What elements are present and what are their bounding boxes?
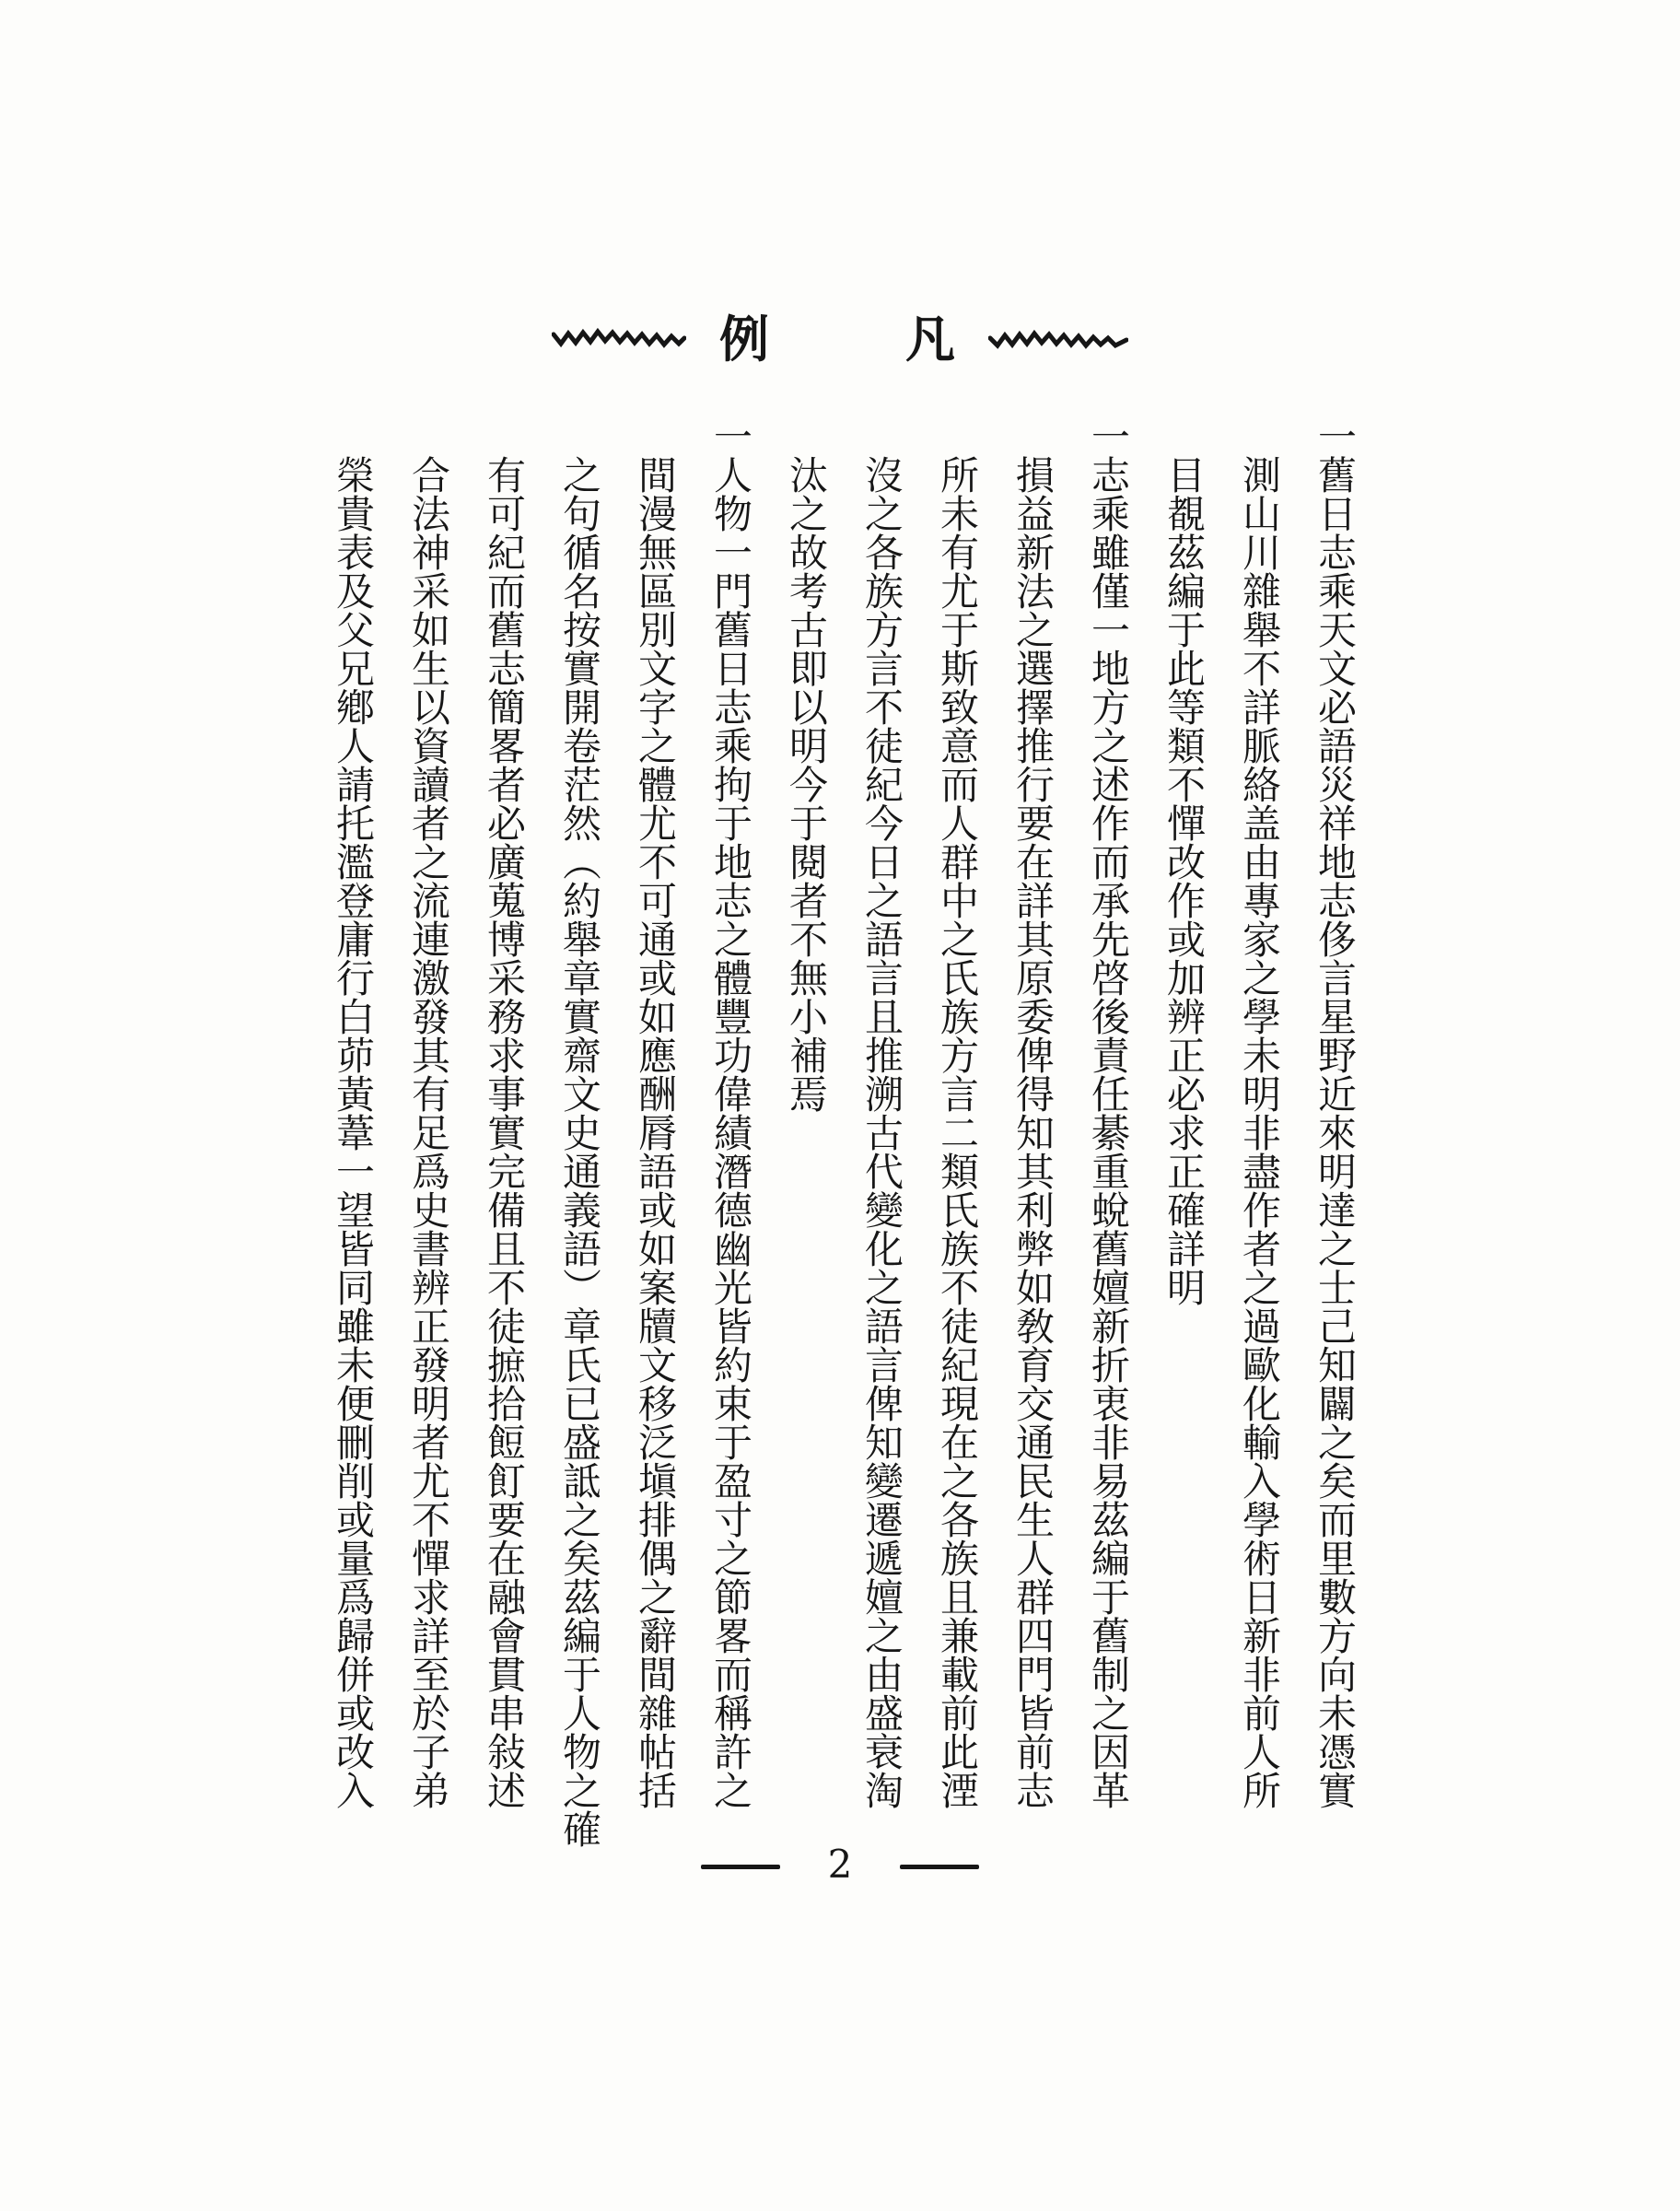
text-column-11: 之句循名按實開卷茫然（約舉章實齋文史通義語）章氏已盛詆之矣茲編于人物之確	[557, 455, 602, 1848]
page-title	[0, 302, 1680, 376]
text-column-1: 一舊日志乘天文必語災祥地志侈言星野近來明達之士己知闢之矣而里數方向未憑實	[1312, 416, 1358, 1809]
text-column-3: 目覩茲編于此等類不憚改作或加辨正必求正確詳明	[1161, 455, 1207, 1306]
text-column-13: 合法神采如生以資讀者之流連激發其有足爲史書辨正發明者尤不憚求詳至於子弟	[406, 455, 451, 1809]
page-number: 2	[827, 1842, 853, 1887]
text-column-2: 測山川雜舉不詳脈絡盖由專家之學未明非盡作者之過歐化輸入學術日新非前人所	[1237, 455, 1282, 1809]
text-block	[311, 416, 1372, 1848]
text-column-14: 榮貴表及父兄鄕人請托濫登庸行白茆黃葦一望皆同雖未便刪削或量爲歸併或改入	[331, 455, 376, 1809]
text-column-12: 有可紀而舊志簡畧者必廣蒐博采務求事實完備且不徒摭拾餖飣要在融會貫串敍述	[482, 455, 527, 1809]
page-footer	[0, 1841, 1680, 1892]
text-column-10: 間漫無區別文字之體尤不可通或如應酬脣語或如案牘文移泛塡排偶之辭間雜帖括	[633, 455, 678, 1809]
text-column-8: 汰之故考古即以明今于閱者不無小補焉	[784, 455, 829, 1113]
footer-dash-left	[701, 1865, 780, 1869]
text-column-5: 損益新法之選擇推行要在詳其原委俾得知其利弊如敎育交通民生人群四門皆前志	[1010, 455, 1056, 1809]
wavy-rule-left-icon	[552, 327, 686, 351]
wavy-rule-right-icon	[988, 327, 1128, 351]
footer-dash-right	[900, 1865, 979, 1869]
text-column-7: 沒之各族方言不徒紀今日之語言且推溯古代變化之語言俾知變遷遞嬗之由盛衰淘	[859, 455, 904, 1809]
text-column-6: 所未有尤于斯致意而人群中之氏族方言二類氏族不徒紀現在之各族且兼載前此湮	[935, 455, 980, 1809]
text-column-9: 一人物一門舊日志乘拘于地志之體豐功偉績潛德幽光皆約束于盈寸之節畧而稱許之	[708, 416, 753, 1809]
title-char-fan: 凡	[905, 310, 955, 368]
title-char-li: 例	[719, 310, 769, 368]
text-column-4: 一志乘雖僅一地方之述作而承先啓後責任綦重蛻舊嬗新折衷非易茲編于舊制之因革	[1086, 416, 1131, 1809]
